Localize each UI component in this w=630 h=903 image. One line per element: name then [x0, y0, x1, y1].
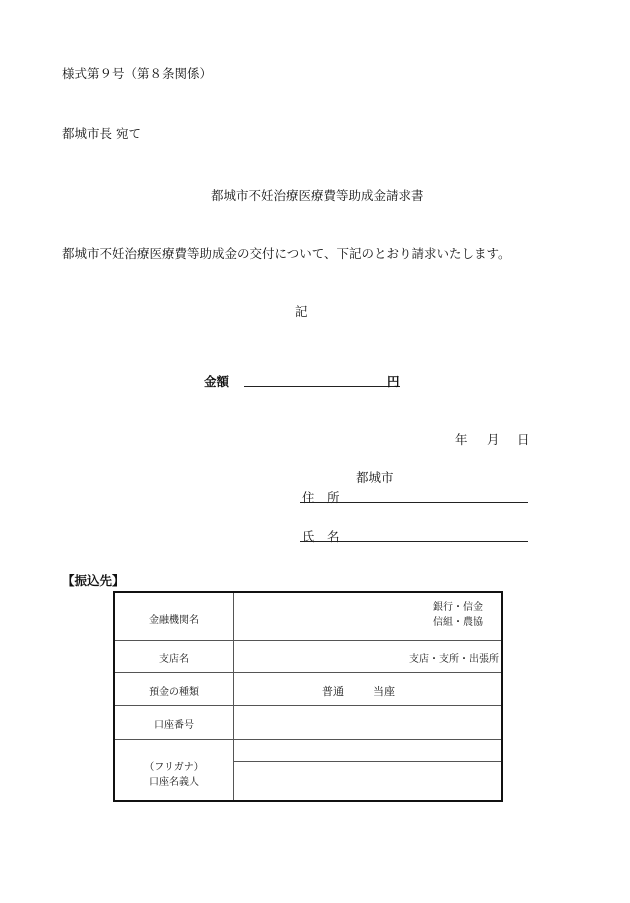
account-number-input[interactable] — [237, 708, 499, 736]
deposit-current-option[interactable]: 当座 — [373, 685, 395, 698]
branch-label: 支店名 — [159, 654, 189, 665]
account-holder-label: 口座名義人 — [149, 777, 199, 788]
date-year: 年 — [455, 432, 468, 447]
table-column-divider — [233, 593, 234, 800]
amount-unit: 円 — [387, 374, 400, 389]
name-field-line[interactable] — [300, 541, 528, 542]
branch-types: 支店・支所・出張所 — [409, 654, 499, 665]
deposit-type-label: 預金の種類 — [149, 687, 199, 698]
transfer-heading: 【振込先】 — [62, 573, 125, 588]
table-row-divider — [115, 640, 501, 641]
table-row-divider — [115, 672, 501, 673]
furigana-label: （フリガナ） — [144, 762, 204, 773]
table-row-divider — [115, 739, 501, 740]
branch-name-input[interactable] — [237, 643, 405, 669]
ki-heading: 記 — [295, 304, 308, 319]
request-statement: 都城市不妊治療医療費等助成金の交付について、下記のとおり請求いたします。 — [62, 246, 511, 261]
account-number-label: 口座番号 — [154, 720, 194, 731]
addressee: 都城市長 宛て — [62, 126, 141, 141]
institution-type-2: 信組・農協 — [433, 617, 483, 628]
institution-type-1: 銀行・信金 — [433, 602, 483, 613]
date-month: 月 — [487, 432, 500, 447]
date-day: 日 — [517, 432, 530, 447]
institution-name-input[interactable] — [237, 595, 421, 637]
form-number: 様式第９号（第８条関係） — [62, 66, 213, 81]
deposit-ordinary-option[interactable]: 普通 — [322, 685, 344, 698]
applicant-city: 都城市 — [356, 470, 394, 485]
form-title: 都城市不妊治療医療費等助成金請求書 — [211, 188, 424, 203]
amount-field-line[interactable] — [244, 386, 400, 387]
furigana-row-divider — [233, 761, 501, 762]
institution-label: 金融機関名 — [149, 615, 199, 626]
bank-transfer-table — [113, 591, 503, 802]
name-label: 氏 名 — [302, 529, 340, 544]
amount-label: 金額 — [204, 374, 230, 389]
table-row-divider — [115, 705, 501, 706]
address-field-line[interactable] — [300, 502, 528, 503]
account-holder-input[interactable] — [237, 764, 499, 798]
furigana-input[interactable] — [237, 742, 499, 758]
address-label: 住 所 — [302, 490, 340, 505]
